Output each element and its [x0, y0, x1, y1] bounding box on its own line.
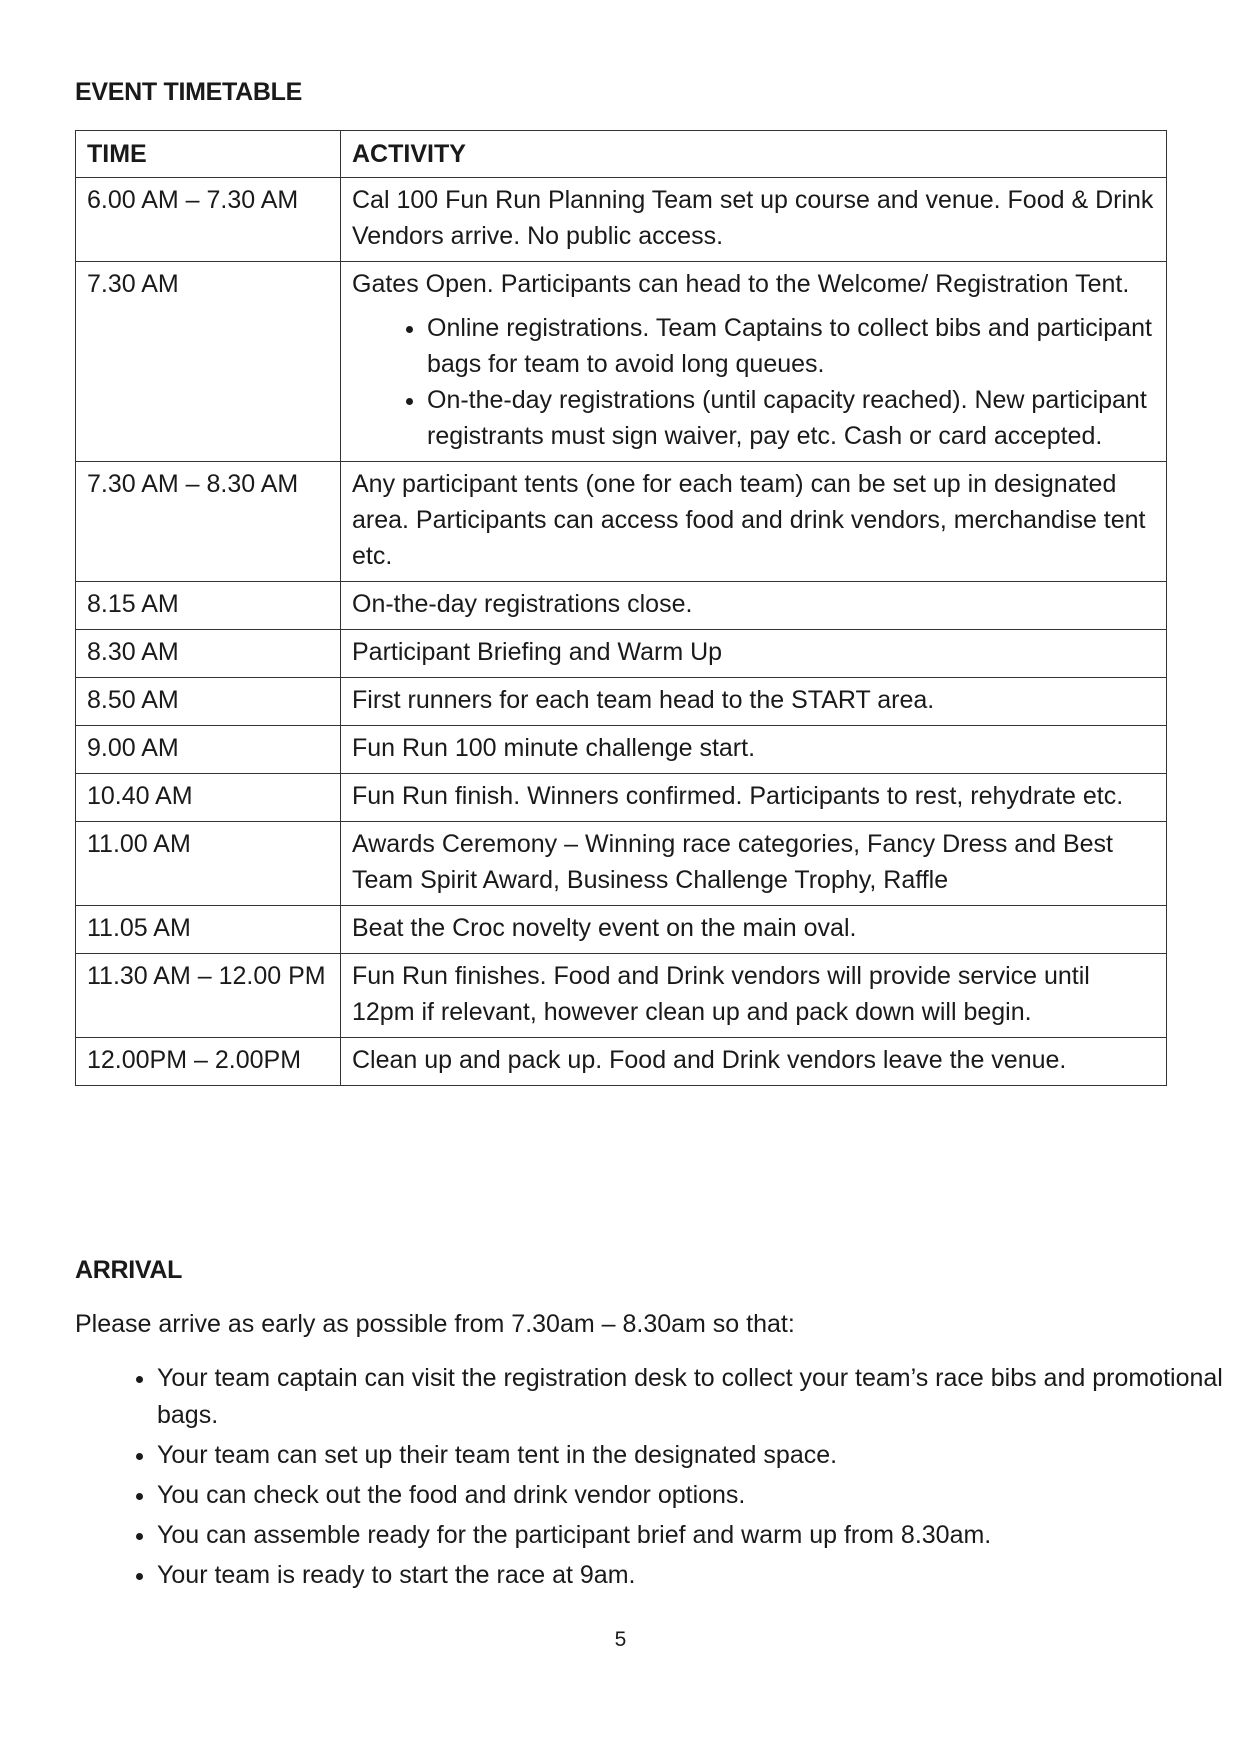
- time-cell: 12.00PM – 2.00PM: [76, 1038, 341, 1086]
- time-cell: 8.15 AM: [76, 582, 341, 630]
- table-row: [76, 906, 1167, 954]
- table-row: [76, 774, 1167, 822]
- time-cell: 11.05 AM: [76, 906, 341, 954]
- table-row: [76, 726, 1167, 774]
- time-cell: 8.50 AM: [76, 678, 341, 726]
- activity-cell: Fun Run 100 minute challenge start.: [341, 726, 1167, 774]
- table-row: [76, 262, 1167, 462]
- activity-column-header: ACTIVITY: [341, 131, 1167, 178]
- table-row: [76, 1038, 1167, 1086]
- activity-cell: Cal 100 Fun Run Planning Team set up course and venue. Food & Drink Vendors arrive. No public access.: [341, 178, 1167, 262]
- activity-bullet-list: [352, 310, 1156, 454]
- activity-cell: Awards Ceremony – Winning race categories, Fancy Dress and Best Team Spirit Award, Business Challenge Trophy, Raffle: [341, 822, 1167, 906]
- time-column-header: TIME: [76, 131, 341, 178]
- time-cell: 10.40 AM: [76, 774, 341, 822]
- activity-bullet: • Online registrations. Team Captains to collect bibs and participant bags for team to avoid long queues.: [427, 310, 1156, 382]
- arrival-heading: ARRIVAL: [75, 1256, 183, 1284]
- list-item: • You can check out the food and drink vendor options.: [157, 1477, 1241, 1514]
- timetable-table: [75, 130, 1167, 1086]
- list-item: • Your team captain can visit the registration desk to collect your team’s race bibs and promotional bags.: [157, 1360, 1241, 1434]
- page-number: 5: [614, 1628, 627, 1651]
- arrival-intro: Please arrive as early as possible from 7.30am – 8.30am so that:: [75, 1310, 795, 1338]
- activity-cell: Any participant tents (one for each team) can be set up in designated area. Participants can access food and drink vendors, merchandise tent etc.: [341, 462, 1167, 582]
- table-row: [76, 954, 1167, 1038]
- table-row: [76, 822, 1167, 906]
- time-cell: 6.00 AM – 7.30 AM: [76, 178, 341, 262]
- list-item: • Your team is ready to start the race at 9am.: [157, 1557, 1241, 1594]
- table-row: [76, 630, 1167, 678]
- list-item: • You can assemble ready for the participant brief and warm up from 8.30am.: [157, 1517, 1241, 1554]
- activity-text: Gates Open. Participants can head to the Welcome/ Registration Tent.: [352, 270, 1130, 298]
- timetable-heading: EVENT TIMETABLE: [75, 78, 302, 106]
- arrival-bullet-list: [75, 1360, 1241, 1597]
- time-cell: 7.30 AM – 8.30 AM: [76, 462, 341, 582]
- table-header-row: [76, 131, 1167, 178]
- activity-cell: [341, 262, 1167, 462]
- time-cell: 11.00 AM: [76, 822, 341, 906]
- table-row: [76, 462, 1167, 582]
- time-cell: 7.30 AM: [76, 262, 341, 462]
- table-row: [76, 582, 1167, 630]
- table-row: [76, 678, 1167, 726]
- list-item: • Your team can set up their team tent in the designated space.: [157, 1437, 1241, 1474]
- activity-cell: Participant Briefing and Warm Up: [341, 630, 1167, 678]
- activity-cell: Clean up and pack up. Food and Drink vendors leave the venue.: [341, 1038, 1167, 1086]
- activity-bullet: • On-the-day registrations (until capacity reached). New participant registrants must sign waiver, pay etc. Cash or card accepted.: [427, 382, 1156, 454]
- activity-cell: First runners for each team head to the START area.: [341, 678, 1167, 726]
- activity-cell: Beat the Croc novelty event on the main oval.: [341, 906, 1167, 954]
- table-row: [76, 178, 1167, 262]
- activity-cell: Fun Run finishes. Food and Drink vendors will provide service until 12pm if relevant, however clean up and pack down will begin.: [341, 954, 1167, 1038]
- time-cell: 8.30 AM: [76, 630, 341, 678]
- time-cell: 11.30 AM – 12.00 PM: [76, 954, 341, 1038]
- activity-cell: Fun Run finish. Winners confirmed. Participants to rest, rehydrate etc.: [341, 774, 1167, 822]
- time-cell: 9.00 AM: [76, 726, 341, 774]
- activity-cell: On-the-day registrations close.: [341, 582, 1167, 630]
